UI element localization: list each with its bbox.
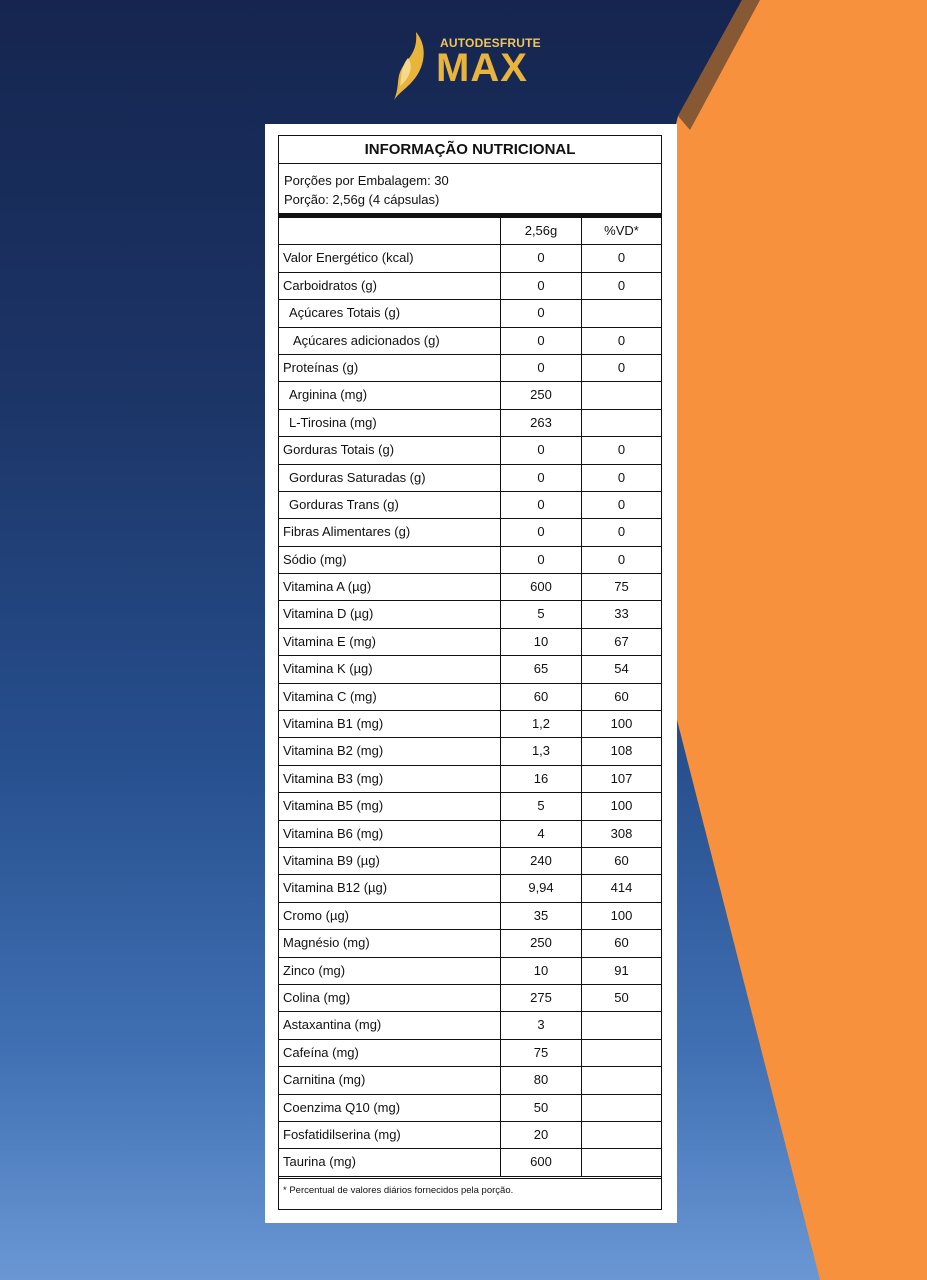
nutrient-amount: 600 [501,1149,582,1175]
nutrient-dv: 308 [610,825,633,841]
table-row [279,437,661,464]
nutrient-amount: 50 [501,1095,582,1121]
nutrient-name: Gorduras Trans (g) [279,492,501,518]
nutrient-name: Vitamina B12 (µg) [279,875,501,901]
nutrient-amount: 16 [501,766,582,792]
nutrient-name: Coenzima Q10 (mg) [279,1095,501,1121]
nutrient-name: Cafeína (mg) [279,1040,501,1066]
nutrient-amount: 250 [501,382,582,408]
header-name [279,218,501,244]
footnote: * Percentual de valores diários fornecidos pela porção. [279,1178,661,1205]
table-row [279,273,661,300]
table-row [279,1067,661,1094]
nutrient-dv [582,300,661,326]
nutrient-name: Gorduras Totais (g) [279,437,501,463]
nutrient-name: Sódio (mg) [279,547,501,573]
portion-info [279,164,661,218]
table-row [279,519,661,546]
nutrient-dv: 0 [617,442,626,458]
nutrient-name: Vitamina A (µg) [279,574,501,600]
nutrient-dv: 0 [617,496,626,512]
nutrient-amount: 9,94 [501,875,582,901]
nutrient-amount: 4 [501,821,582,847]
nutrient-dv: 91 [614,962,629,978]
nutrient-name: Fibras Alimentares (g) [279,519,501,545]
header-amount: 2,56g [501,218,582,244]
table-row [279,985,661,1012]
nutrient-amount: 0 [501,355,582,381]
nutrient-amount: 240 [501,848,582,874]
table-row [279,684,661,711]
nutrient-amount: 0 [501,465,582,491]
nutrient-rows [279,245,661,1176]
brand-logo [388,28,548,102]
table-row [279,1122,661,1149]
table-row [279,793,661,820]
nutrient-amount: 250 [501,930,582,956]
nutrient-name: Zinco (mg) [279,958,501,984]
table-row [279,382,661,409]
nutrient-dv: 60 [614,852,629,868]
nutrient-name: Vitamina B5 (mg) [279,793,501,819]
nutrient-name: Cromo (µg) [279,903,501,929]
header-dv: %VD* [604,223,639,238]
nutrient-dv [582,382,661,408]
nutrient-dv: 0 [617,524,626,540]
nutrient-dv: 100 [610,716,633,732]
nutrient-name: Carnitina (mg) [279,1067,501,1093]
nutrient-name: Vitamina C (mg) [279,684,501,710]
table-row [279,355,661,382]
nutrient-dv: 0 [617,277,626,293]
nutrient-name: Carboidratos (g) [279,273,501,299]
nutrient-amount: 0 [501,328,582,354]
nutrient-amount: 5 [501,793,582,819]
nutrient-amount: 275 [501,985,582,1011]
table-row [279,601,661,628]
nutrient-amount: 35 [501,903,582,929]
logo-top-text: AUTODESFRUTE [440,36,541,50]
nutrition-facts-table [278,135,662,1210]
nutrient-amount: 263 [501,410,582,436]
nutrient-dv [582,410,661,436]
nutrient-amount: 0 [501,519,582,545]
nutrient-name: Gorduras Saturadas (g) [279,465,501,491]
nutrient-name: Proteínas (g) [279,355,501,381]
table-row [279,328,661,355]
nutrient-name: Vitamina K (µg) [279,656,501,682]
nutrient-name: Vitamina B2 (mg) [279,738,501,764]
nutrient-dv: 0 [617,359,626,375]
table-row [279,492,661,519]
nutrient-name: Vitamina E (mg) [279,629,501,655]
nutrient-dv: 67 [614,633,629,649]
table-row [279,848,661,875]
nutrient-amount: 5 [501,601,582,627]
table-row [279,821,661,848]
nutrient-dv: 75 [614,579,629,595]
nutrient-dv: 108 [610,743,633,759]
nutrient-amount: 0 [501,492,582,518]
table-row [279,766,661,793]
nutrient-amount: 0 [501,273,582,299]
nutrient-name: Açúcares Totais (g) [279,300,501,326]
table-row [279,547,661,574]
table-row [279,410,661,437]
nutrient-dv: 100 [610,798,633,814]
leaf-flame-icon [388,28,434,102]
nutrient-dv [582,1040,661,1066]
table-row [279,738,661,765]
nutrient-name: Vitamina B9 (µg) [279,848,501,874]
nutrient-dv [582,1095,661,1121]
nutrient-dv [582,1122,661,1148]
nutrient-dv [582,1149,661,1175]
table-row [279,1095,661,1122]
nutrient-amount: 10 [501,629,582,655]
nutrient-name: Açúcares adicionados (g) [279,328,501,354]
nutrient-amount: 10 [501,958,582,984]
nutrient-amount: 60 [501,684,582,710]
nutrient-dv: 0 [617,469,626,485]
table-row [279,958,661,985]
table-row [279,656,661,683]
nutrient-dv: 60 [614,935,629,951]
nutrient-amount: 0 [501,300,582,326]
table-row [279,1149,661,1176]
nutrient-name: Vitamina B3 (mg) [279,766,501,792]
nutrient-dv: 0 [617,551,626,567]
portion-size: Porção: 2,56g (4 cápsulas) [284,192,440,207]
nutrient-dv: 50 [614,989,629,1005]
logo-main-text: MAX [436,46,528,90]
nutrient-amount: 75 [501,1040,582,1066]
table-row [279,1040,661,1067]
nutrient-name: Vitamina B1 (mg) [279,711,501,737]
table-row [279,930,661,957]
nutrient-amount: 65 [501,656,582,682]
table-row [279,465,661,492]
nutrient-amount: 1,3 [501,738,582,764]
nutrient-name: Magnésio (mg) [279,930,501,956]
nutrient-amount: 1,2 [501,711,582,737]
nutrient-dv: 100 [610,907,633,923]
label-title: INFORMAÇÃO NUTRICIONAL [279,136,661,164]
nutrient-name: L-Tirosina (mg) [279,410,501,436]
table-row [279,629,661,656]
table-row [279,903,661,930]
nutrient-amount: 3 [501,1012,582,1038]
nutrient-amount: 0 [501,245,582,271]
table-row [279,1012,661,1039]
table-header-row [279,218,661,245]
nutrient-name: Colina (mg) [279,985,501,1011]
nutrient-amount: 0 [501,437,582,463]
nutrient-name: Vitamina B6 (mg) [279,821,501,847]
nutrient-dv: 0 [617,250,626,266]
table-row [279,300,661,327]
nutrient-dv [582,1067,661,1093]
nutrient-name: Valor Energético (kcal) [279,245,501,271]
nutrient-dv: 54 [614,661,629,677]
nutrient-dv: 60 [614,688,629,704]
table-row [279,245,661,272]
nutrient-name: Taurina (mg) [279,1149,501,1175]
nutrient-dv: 0 [617,332,626,348]
nutrient-amount: 20 [501,1122,582,1148]
nutrient-amount: 80 [501,1067,582,1093]
nutrient-name: Astaxantina (mg) [279,1012,501,1038]
nutrient-amount: 600 [501,574,582,600]
nutrient-name: Vitamina D (µg) [279,601,501,627]
table-row [279,711,661,738]
table-row [279,574,661,601]
nutrient-dv: 414 [610,880,633,896]
table-row [279,875,661,902]
nutrient-dv [582,1012,661,1038]
nutrient-name: Arginina (mg) [279,382,501,408]
nutrient-name: Fosfatidilserina (mg) [279,1122,501,1148]
nutrient-dv: 33 [614,606,629,622]
nutrient-amount: 0 [501,547,582,573]
portions-per-package: Porções por Embalagem: 30 [284,173,449,188]
nutrient-dv: 107 [610,770,633,786]
